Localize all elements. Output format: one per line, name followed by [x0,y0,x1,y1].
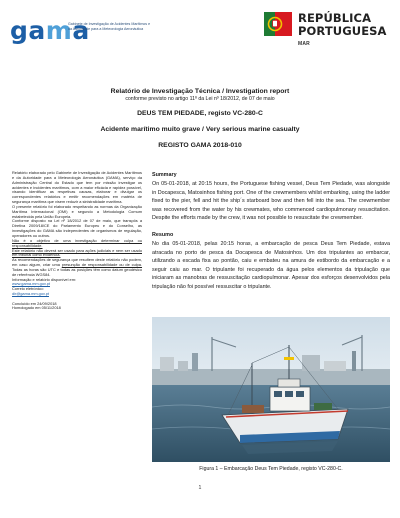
concluded-date: Concluído em 24/09/2018 [12,300,57,306]
republica-portuguesa-logo [262,8,396,52]
republica-line: REPÚBLICA [298,11,372,25]
left-paragraph-no-blame: Não é o objetivo de uma investigação determinar culpa ou responsabilidade. [12,237,142,248]
email-label: Correio eletrónico: [12,286,44,292]
registry-title: REGISTO GAMA 2018-010 [158,142,242,149]
email-link[interactable]: dir@gama.mm.gov.pt [12,291,49,297]
report-type-title: Relatório de Investigação Técnica / Investigation report [110,88,290,95]
republica-portuguesa-text [298,12,387,37]
info-available-label: Informação e relatório disponível em: [12,276,77,282]
vessel-title: DEUS TEM PIEDADE, registo VC-280-C [137,110,263,117]
gama-logo-subtitle: Gabinete de Investigação de Acidentes Marítimos e da Autoridade para a Meteorologia Aeronáutica [68,22,151,31]
homologated-date: Homologado em 05/11/2018 [12,305,61,311]
left-paragraph-not-evidence: Este relatório não deverá ser usado para ações judiciais e nem ser usado em tribunal como evidência. [12,247,142,258]
recommendations-text-a: As recomendações de segurança que resultem deste relatório não podem, em caso algum, criar uma [12,257,142,268]
recommendations-text-b: Todas as horas são UTC e todas as posições têm como datum geodésico de referência WGS84. [12,266,142,277]
portuguesa-line: PORTUGUESA [298,23,387,38]
page-number: 1 [198,485,202,491]
figure-caption: Figura 1 – Embarcação Deus Tem Piedade, registo VC-280-C. [199,466,343,472]
resumo-text: No dia 05-01-2018, pelas 20:15 horas, a embarcação de pesca Deus Tem Piedade, estava atracada no porto de pesca da Docapesca de Matosinhos. Um dos tripulantes ao embarcar, utilizando a escada fixa ao pontão, caiu e embateu na amura de estibordo da embarcação e a seguir caiu ao mar. O tripulante foi recuperado da água pelos elementos da tripulação que iniciaram as manobras de ressuscitação cardiopulmonar. Apesar dos esforços desenvolvidos pela tripulação não foi possível ressuscitar o tripulante. [152,240,390,290]
summary-text: On 05-01-2018, at 20:15 hours, the Portuguese fishing vessel, Deus Tem Piedade, was alongside in Docapesca, Matosinhos fishing port. One of the crewmembers whilst embarking, using the ladder fixed to the pier, fell and hit the ship´s starboard bow and then fell into the sea. The crewmember was recovered from the water by his crewmates, who commenced cardiopulmonary resuscitation. Despite the efforts made by the crew, it was not possible to resuscitate the crewmember. [152,181,390,222]
gama-wordmark: gama [10,16,90,45]
ministry-label: MAR [298,41,310,47]
left-paragraph-methodology: O presente relatório foi elaborado respeitando as normas da Organização Marítima Internacional (OMI) e segundo a Metodologia Comum estabelecida pela União Europeia. [12,203,142,219]
fishing-vessel-image [152,317,390,462]
resumo-heading: Resumo [152,231,174,238]
main-content [152,172,390,292]
left-paragraph-recommendations [12,258,142,277]
incident-title: Acidente marítimo muito grave / Very serious marine casualty [100,126,300,133]
left-paragraph-mission: Relatório elaborado pelo Gabinete de Investigação de Acidentes Marítimos e da Autoridade para a Meteorologia Aeronáutica (GAMA), serviço da Administração Central do Estado que tem por missão investigar os acidentes e incidentes marítimos, com a maior eficácia e rapidez possível, visando identificar as respetivas causas, elaborar e divulgar os correspondentes relatórios e emitir recomendações em matéria de segurança marítima que visem reduzir a sinistralidade marítima. [12,170,142,205]
legal-basis: conforme previsto no artigo 11º da Lei nº 18/2012, de 07 de maio [125,96,275,102]
left-info-column [12,171,142,311]
vessel-photo [152,317,390,462]
left-paragraph-legal: Conforme disposto na Lei nº 18/2012 de 07 de maio, que transpôs a Diretiva 2009/18/CE do Parlamento Europeu e do Conselho, as investigações do GAMA são independentes de organismos de regulação, operadores ou outros. [12,218,142,238]
portuguese-flag-emblem-icon [262,10,294,40]
recommendations-text-underlined: presunção de responsabilidade ou de culpa. [61,262,143,268]
summary-heading: Summary [152,172,177,178]
website-link[interactable]: www.gama.mm.gov.pt [12,281,50,287]
gama-logo [10,16,150,50]
